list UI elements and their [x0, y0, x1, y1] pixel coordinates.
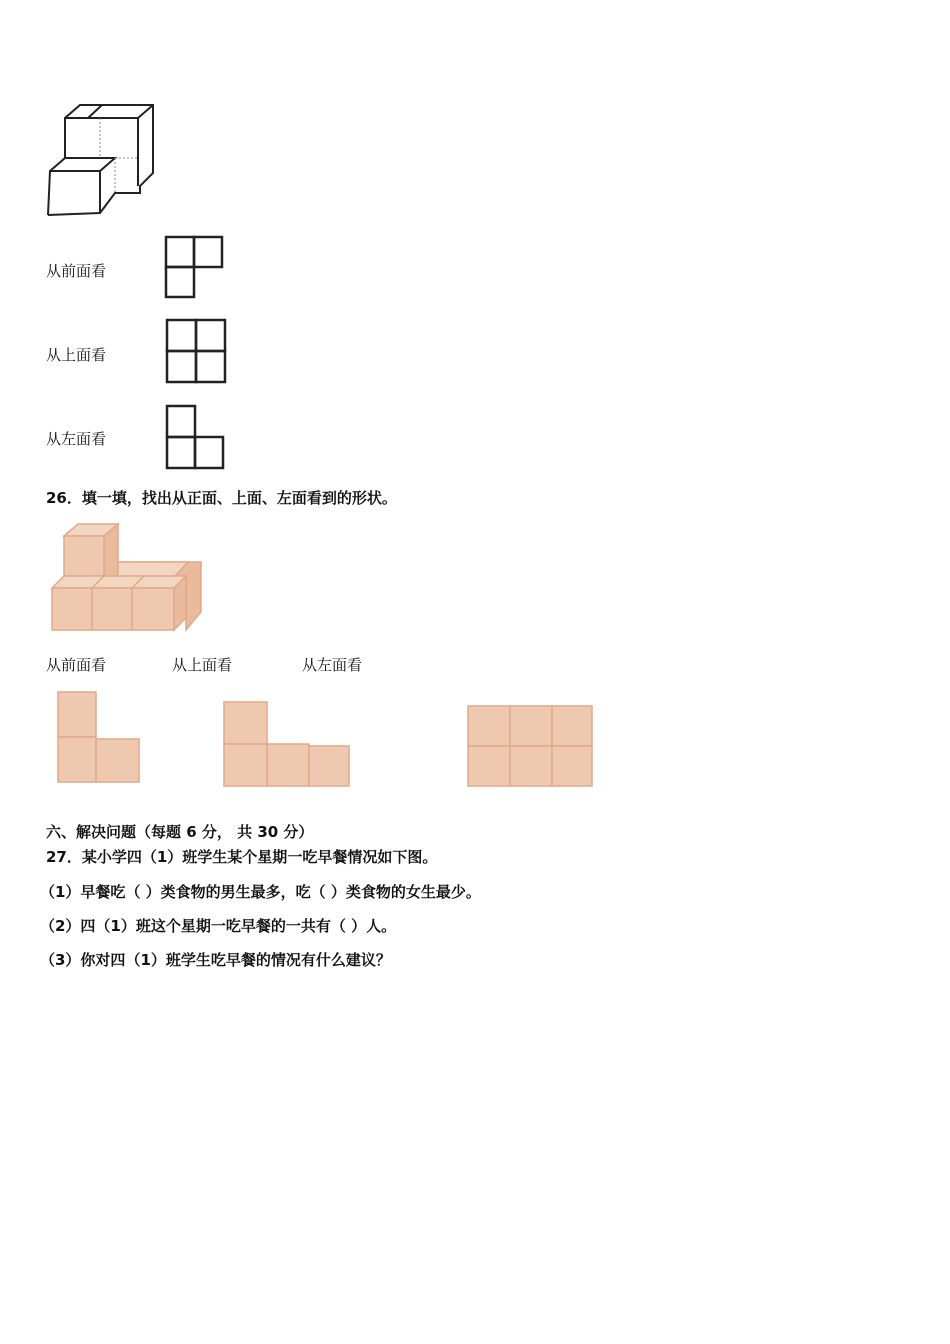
q26-left-view-answer: [466, 704, 594, 788]
label-view-left: 从左面看: [46, 430, 107, 448]
question-26-title: 26．填一填，找出从正面、上面、左面看到的形状。: [46, 489, 397, 507]
front-view-shape: [164, 235, 224, 299]
question-27-title: 27．某小学四（1）班学生某个星期一吃早餐情况如下图。: [46, 848, 438, 866]
question-27-part-1: （1）早餐吃（ ）类食物的男生最多，吃（ ）类食物的女生最少。: [40, 883, 481, 901]
q26-label-top: 从上面看: [172, 656, 233, 674]
q26-front-view-answer: [56, 690, 142, 786]
q26-top-view-answer: [222, 700, 352, 788]
top-view-shape: [165, 318, 227, 384]
question-27-part-2: （2）四（1）班这个星期一吃早餐的一共有（ ）人。: [40, 917, 397, 935]
label-view-front: 从前面看: [46, 262, 107, 280]
cube-stack-line-drawing: [40, 98, 165, 220]
left-view-shape: [165, 404, 225, 470]
q26-label-front: 从前面看: [46, 656, 107, 674]
question-27-part-3: （3）你对四（1）班学生吃早餐的情况有什么建议？: [40, 951, 391, 969]
q26-label-left: 从左面看: [302, 656, 363, 674]
q26-cube-arrangement: [48, 520, 208, 635]
label-view-top: 从上面看: [46, 346, 107, 364]
section-6-heading: 六、解决问题（每题 6 分， 共 30 分）: [46, 823, 314, 841]
